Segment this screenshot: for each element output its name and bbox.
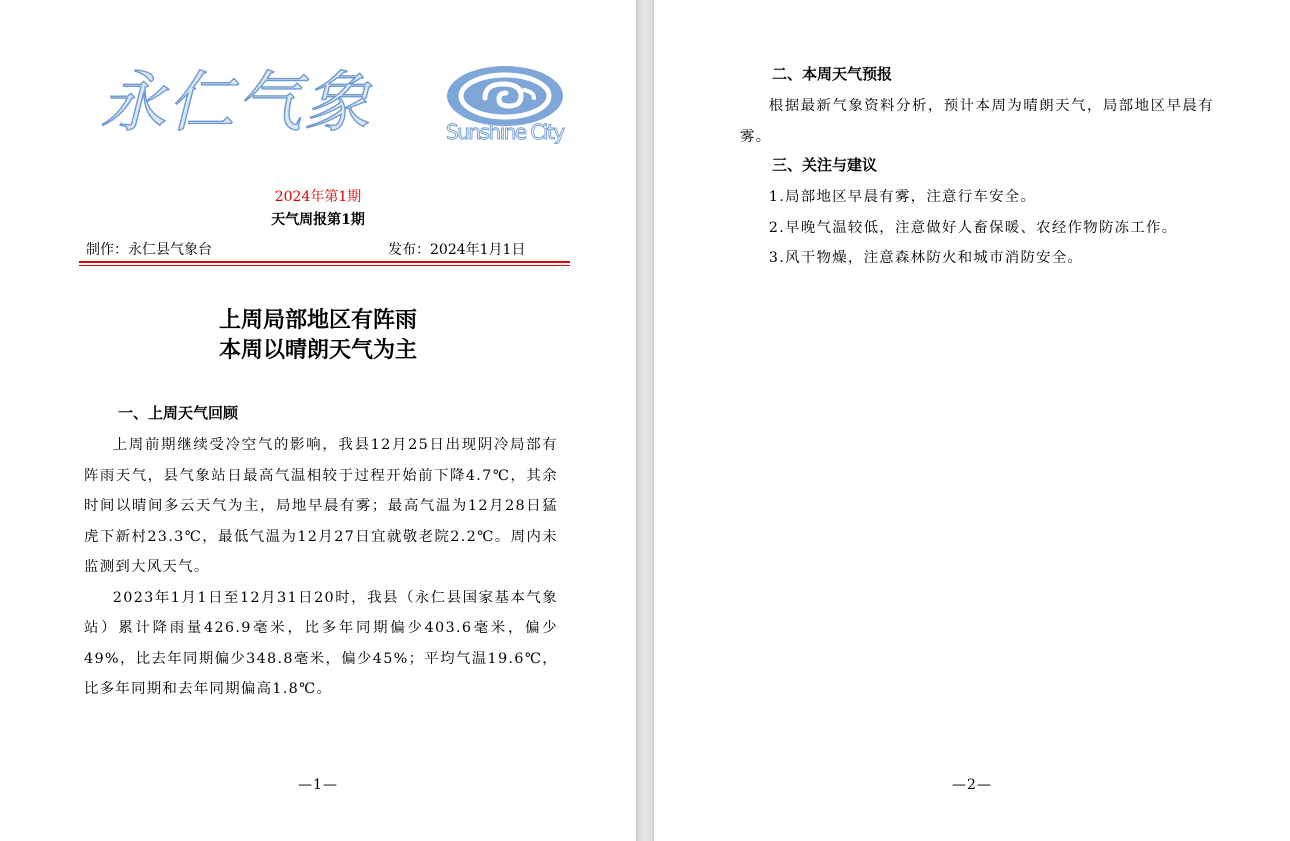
advice-item: 2.早晚气温较低，注意做好人畜保暖、农经作物防冻工作。 [768,219,1178,236]
section-title-review: 一、上周天气回顾 [118,404,239,422]
red-divider-thin [79,265,570,266]
section-title-advice: 三、关注与建议 [772,156,878,174]
report-subtitle: 天气周报第1期 [271,212,365,228]
page-number: —1— [298,777,338,793]
logo-text: Sunshine City [446,120,564,144]
section-title-forecast: 二、本周天气预报 [772,65,893,83]
paragraph-forecast: 根据最新气象资料分析，预计本周为晴朗天气，局部地区早晨有雾。 [740,98,1214,145]
section-forecast-advice [740,62,1214,274]
advice-item: 3.风干物燥，注意森林防火和城市消防安全。 [768,250,1084,266]
section-last-week [84,402,558,705]
masthead [100,58,580,158]
page-gutter [636,0,654,841]
publish-date: 发布：2024年1月1日 [388,242,526,258]
issue-number: 2024年第1期 [274,189,362,205]
red-divider-thick [79,261,570,263]
headline-line-1: 上周局部地区有阵雨 [218,307,417,333]
paragraph-review: 上周前期继续受冷空气的影响，我县12月25日出现阴冷局部有阵雨天气，县气象站日最高气温相较于过程开始前下降4.7℃，其余时间以晴间多云天气为主，局地早晨有雾；最高气温为12月28日猛虎下新村23.3℃，最低气温为12月27日宜就敬老院2.2℃。周内未监测到大风天气。 [84,437,558,575]
advice-item: 1.局部地区早晨有雾，注意行车安全。 [768,189,1037,205]
meta-line [86,239,566,259]
headline-line-2: 本周以晴朗天气为主 [218,337,417,363]
producer-label: 制作：永仁县气象台 [86,242,212,258]
paragraph-annual: 2023年1月1日至12月31日20时，我县（永仁县国家基本气象站）累计降雨量426.9毫米，比多年同期偏少403.6毫米，偏少49%，比去年同期偏少348.8毫米，偏少45%；平均气温19.6℃，比多年同期和去年同期偏高1.8℃。 [84,589,558,697]
document-page-1 [0,0,636,841]
masthead-title: 永仁气象 [100,64,372,141]
headline [0,305,636,365]
page-number: —2— [952,777,992,793]
document-page-2 [654,0,1290,841]
